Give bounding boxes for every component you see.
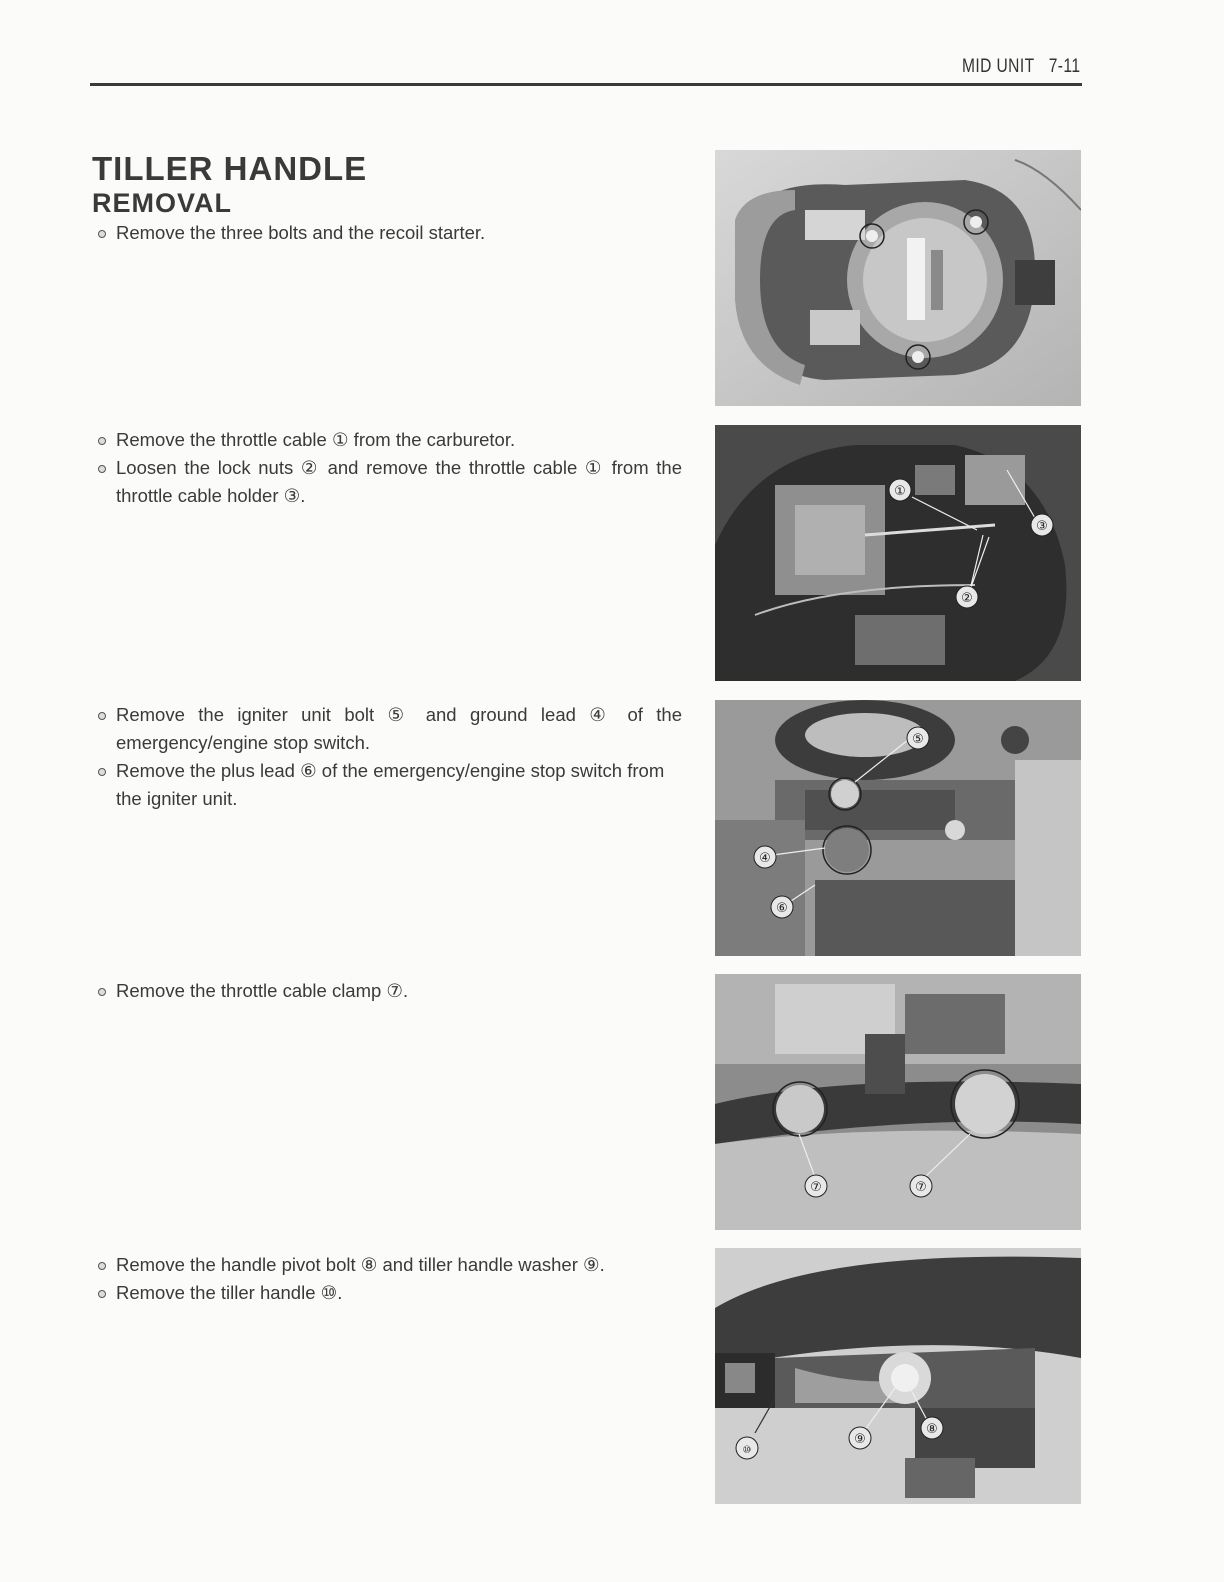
step-2 — [96, 426, 682, 510]
svg-text:④: ④ — [759, 851, 771, 866]
running-header — [962, 56, 1080, 78]
callout-5 — [907, 727, 929, 749]
svg-text:⑧: ⑧ — [926, 1422, 938, 1437]
svg-text:①: ① — [894, 484, 906, 499]
callout-1 — [889, 479, 911, 501]
recoil-starter-photo — [715, 150, 1081, 406]
step-4-bullet-1: Remove the throttle cable clamp ⑦. — [96, 977, 682, 1005]
carburetor-throttle-cable-photo — [715, 425, 1081, 681]
callout-4 — [754, 846, 776, 868]
step-5-bullet-2: Remove the tiller handle ⑩. — [96, 1279, 682, 1307]
svg-text:③: ③ — [1036, 519, 1048, 534]
callout-8 — [921, 1417, 943, 1439]
page-title: TILLER HANDLE — [92, 150, 368, 187]
step-5-bullet-1: Remove the handle pivot bolt ⑧ and tiller handle washer ⑨. — [96, 1251, 682, 1279]
svg-text:⑤: ⑤ — [912, 732, 924, 747]
igniter-unit-photo — [715, 700, 1081, 956]
step-5 — [96, 1251, 682, 1307]
svg-text:⑦: ⑦ — [915, 1180, 927, 1195]
callout-9 — [849, 1427, 871, 1449]
svg-text:⑥: ⑥ — [776, 901, 788, 916]
callout-2 — [956, 586, 978, 608]
svg-text:⑨: ⑨ — [854, 1432, 866, 1447]
svg-text:②: ② — [961, 591, 973, 606]
callout-7a — [805, 1175, 827, 1197]
step-2-bullet-1: Remove the throttle cable ① from the carburetor. — [96, 426, 682, 454]
step-4 — [96, 977, 682, 1005]
svg-text:⑦: ⑦ — [810, 1180, 822, 1195]
page-header — [90, 56, 1082, 88]
step-3 — [96, 701, 682, 813]
callout-6 — [771, 896, 793, 918]
section-name: MID UNIT — [961, 56, 1035, 77]
tiller-handle-pivot-photo — [715, 1248, 1081, 1504]
step-1 — [96, 219, 682, 247]
section-subtitle: REMOVAL — [92, 188, 232, 218]
step-2-bullet-2: Loosen the lock nuts ② and remove the throttle cable ① from the throttle cable holder ③. — [96, 454, 682, 510]
svg-text:⑩: ⑩ — [742, 1445, 752, 1456]
step-1-bullet-1: Remove the three bolts and the recoil starter. — [96, 219, 682, 247]
step-3-bullet-1: Remove the igniter unit bolt ⑤ and ground lead ④ of the emergency/engine stop switch. — [96, 701, 682, 757]
callout-3 — [1031, 514, 1053, 536]
callout-10 — [736, 1437, 758, 1459]
throttle-cable-clamp-photo — [715, 974, 1081, 1230]
page-number: 7-11 — [1048, 56, 1080, 77]
callout-7b — [910, 1175, 932, 1197]
step-3-bullet-2: Remove the plus lead ⑥ of the emergency/engine stop switch from the igniter unit. — [96, 757, 682, 813]
header-rule — [90, 83, 1082, 86]
